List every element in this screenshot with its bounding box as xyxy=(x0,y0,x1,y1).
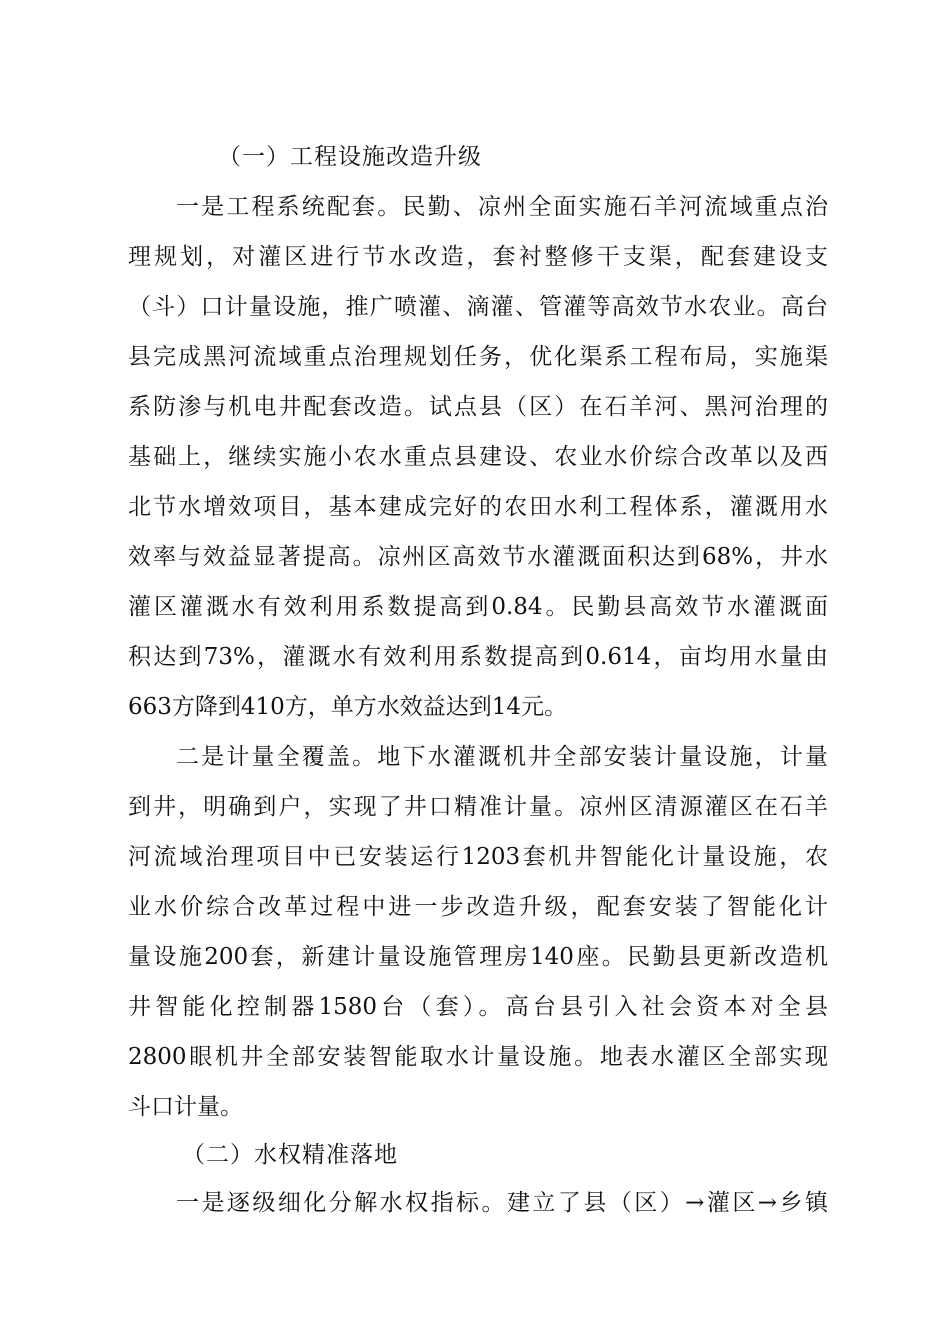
text-line: 北节水增效项目，基本建成完好的农田水利工程体系，灌溉用水 xyxy=(128,494,828,520)
text-line: 理规划，对灌区进行节水改造，套衬整修干支渠，配套建设支 xyxy=(128,244,828,270)
text-line: 业水价综合改革过程中进一步改造升级，配套安装了智能化计 xyxy=(128,894,828,920)
section-heading-2: （二）水权精准落地 xyxy=(182,1142,398,1168)
text-line: 灌区灌溉水有效利用系数提高到0.84。民勤县高效节水灌溉面 xyxy=(128,594,828,620)
text-line: 2800眼机井全部安装智能取水计量设施。地表水灌区全部实现 xyxy=(128,1044,828,1070)
text-line: 二是计量全覆盖。地下水灌溉机井全部安装计量设施，计量 xyxy=(176,744,828,770)
text-line: 井智能化控制器1580台（套）。高台县引入社会资本对全县 xyxy=(128,994,828,1020)
text-line: （斗）口计量设施，推广喷灌、滴灌、管灌等高效节水农业。高台 xyxy=(128,294,828,320)
text-line: 系防渗与机电井配套改造。试点县（区）在石羊河、黑河治理的 xyxy=(128,394,828,420)
text-line: 县完成黑河流域重点治理规划任务，优化渠系工程布局，实施渠 xyxy=(128,344,828,370)
text-line: 量设施200套，新建计量设施管理房140座。民勤县更新改造机 xyxy=(128,944,828,970)
text-line: 一是工程系统配套。民勤、凉州全面实施石羊河流域重点治 xyxy=(176,194,828,220)
text-line: 一是逐级细化分解水权指标。建立了县（区）→灌区→乡镇 xyxy=(176,1190,828,1216)
text-line: 河流域治理项目中已安装运行1203套机井智能化计量设施，农 xyxy=(128,844,828,870)
text-line: 积达到73%，灌溉水有效利用系数提高到0.614，亩均用水量由 xyxy=(128,644,828,670)
text-line: 斗口计量。 xyxy=(128,1094,243,1120)
text-line: 663方降到410方，单方水效益达到14元。 xyxy=(128,694,568,720)
text-line: 基础上，继续实施小农水重点县建设、农业水价综合改革以及西 xyxy=(128,444,828,470)
section-heading-1: （一）工程设施改造升级 xyxy=(218,144,482,170)
text-line: 到井，明确到户，实现了井口精准计量。凉州区清源灌区在石羊 xyxy=(128,794,828,820)
text-line: 效率与效益显著提高。凉州区高效节水灌溉面积达到68%，井水 xyxy=(128,544,828,570)
